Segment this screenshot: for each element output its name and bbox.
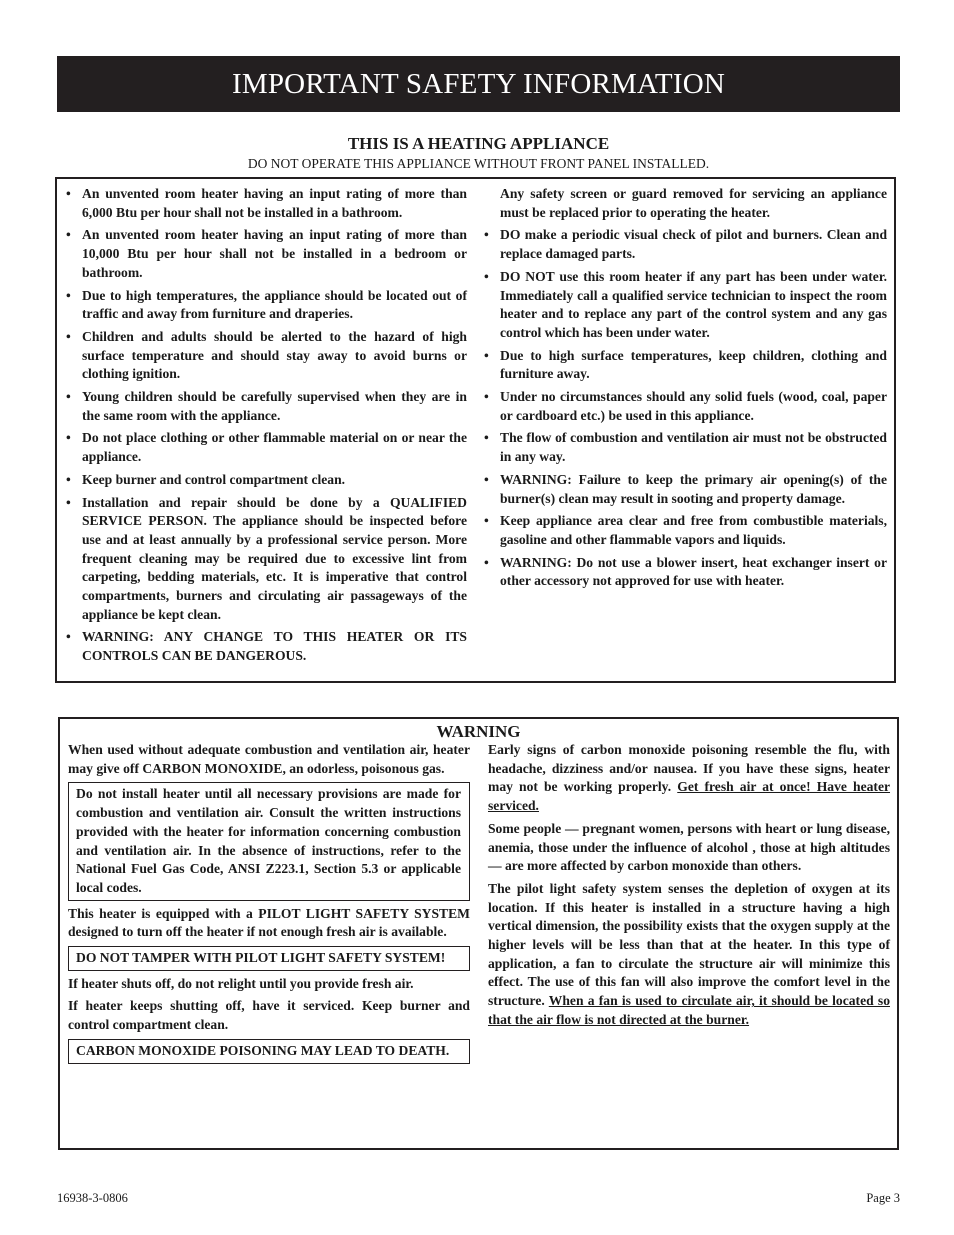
- warning-box: [58, 717, 899, 1150]
- list-item: • An unvented room heater having an input rating of more than 6,000 Btu per hour shall not be installed in a bathroom.: [65, 185, 467, 222]
- pilot-system-text: This heater is equipped with a PILOT LIGHT SAFETY SYSTEM designed to turn off the heater if not enough fresh air is available.: [68, 905, 470, 940]
- list-item: • Keep appliance area clear and free from combustible materials, gasoline and other flammable vapors and liquids.: [483, 512, 887, 549]
- list-item: • Children and adults should be alerted to the hazard of high surface temperature and should stay away to avoid burns or clothing ignition.: [65, 328, 467, 384]
- heating-appliance-subtitle: DO NOT OPERATE THIS APPLIANCE WITHOUT FRONT PANEL INSTALLED.: [247, 156, 710, 171]
- safety-right-list: [483, 226, 887, 591]
- co-death-notice: CARBON MONOXIDE POISONING MAY LEAD TO DEATH.: [68, 1039, 470, 1064]
- co-symptoms-text: Early signs of carbon monoxide poisoning resemble the flu, with headache, dizziness and/or nausea. If you have these signs, heater may not be working properly.: [488, 742, 890, 795]
- co-intro-text: When used without adequate combustion and ventilation air, heater may give off CARBON MONOXIDE, an odorless, poisonous gas.: [68, 742, 470, 776]
- banner-title: IMPORTANT SAFETY INFORMATION: [232, 67, 725, 100]
- fan-placement-instruction: When a fan is used to circulate air, it should be located so that the air flow is not directed at the burner.: [488, 993, 890, 1027]
- pilot-safety-text: The pilot light safety system senses the depletion of oxygen at its location. If this heater is installed in a structure having a high vertical dimension, the possibility exists that the oxygen supply at the higher levels will be less than that at the heater. In this type of application, a fan to circulate the structure air will minimize this effect. The use of this fan will also improve the comfort level in the structure.: [488, 880, 890, 1009]
- service-text: If heater keeps shutting off, have it serviced. Keep burner and control compartment clean.: [68, 998, 470, 1033]
- warning-right-column: [488, 741, 890, 1034]
- list-item: • WARNING: Failure to keep the primary air opening(s) of the burner(s) clean may result in sooting and property damage.: [483, 471, 887, 508]
- ventilation-notice: Do not install heater until all necessary provisions are made for combustion and ventilation air. Consult the written instructions provided with the heater for information concerning combustion and ventilation air. In the absence of instructions, refer to the National Fuel Gas Code, ANSI Z223.1, Section 5.3 or applicable local codes.: [68, 782, 470, 900]
- heating-appliance-title: THIS IS A HEATING APPLIANCE: [347, 134, 610, 153]
- page-banner: [57, 56, 900, 112]
- list-item: • Due to high temperatures, the appliance should be located out of traffic and away from furniture and draperies.: [65, 287, 467, 324]
- warning-left-column: [68, 741, 470, 1068]
- list-item: • Under no circumstances should any solid fuels (wood, coal, paper or cardboard etc.) be used in this appliance.: [483, 388, 887, 425]
- list-item: • Keep burner and control compartment clean.: [65, 471, 467, 490]
- safety-left-list: [65, 185, 467, 666]
- list-item: • The flow of combustion and ventilation air must not be obstructed in any way.: [483, 429, 887, 466]
- list-item: • Young children should be carefully supervised when they are in the same room with the appliance.: [65, 388, 467, 425]
- fresh-air-instruction: Get fresh air at once! Have heater serviced.: [488, 779, 891, 814]
- list-item: • WARNING: ANY CHANGE TO THIS HEATER OR ITS CONTROLS CAN BE DANGEROUS.: [65, 628, 467, 665]
- list-item: • Due to high surface temperatures, keep children, clothing and furniture away.: [483, 347, 887, 384]
- page-number: Page 3: [866, 1191, 900, 1205]
- pilot-safety-paragraph: [488, 880, 890, 1030]
- tamper-notice: DO NOT TAMPER WITH PILOT LIGHT SAFETY SYSTEM!: [68, 946, 470, 971]
- list-item: • DO make a periodic visual check of pilot and burners. Clean and replace damaged parts.: [483, 226, 887, 263]
- list-item: • Installation and repair should be done by a QUALIFIED SERVICE PERSON. The appliance should be inspected before use and at least annually by a professional service person. More frequent cleaning may be required due to excessive lint from carpeting, bedding materials, etc. It is imperative that control compartments, burners and circulating air passageways of the appliance be kept clean.: [65, 494, 467, 625]
- list-item: • An unvented room heater having an input rating of more than 10,000 Btu per hour shall not be installed in a bedroom or bathroom.: [65, 226, 467, 282]
- safety-left-column: [65, 185, 467, 670]
- safety-info-box: [55, 177, 896, 683]
- list-item: • DO NOT use this room heater if any part has been under water. Immediately call a qualified service technician to inspect the room heater and to replace any part of the control system and any gas control which has been under water.: [483, 268, 887, 343]
- safety-screen-note: Any safety screen or guard removed for servicing an appliance must be replaced prior to operating the heater.: [500, 186, 887, 220]
- list-item: • Do not place clothing or other flammable material on or near the appliance.: [65, 429, 467, 466]
- list-item: • WARNING: Do not use a blower insert, heat exchanger insert or other accessory not approved for use with heater.: [483, 554, 887, 591]
- relight-text: If heater shuts off, do not relight until you provide fresh air.: [68, 975, 414, 991]
- document-number: 16938-3-0806: [57, 1191, 128, 1205]
- warning-title: WARNING: [436, 722, 521, 741]
- co-symptoms-paragraph: [488, 741, 890, 816]
- safety-right-column: [483, 185, 887, 595]
- sensitive-people-text: Some people — pregnant women, persons with heart or lung disease, anemia, those under the influence of alcohol , those at high altitudes — are more affected by carbon monoxide than others.: [488, 820, 890, 874]
